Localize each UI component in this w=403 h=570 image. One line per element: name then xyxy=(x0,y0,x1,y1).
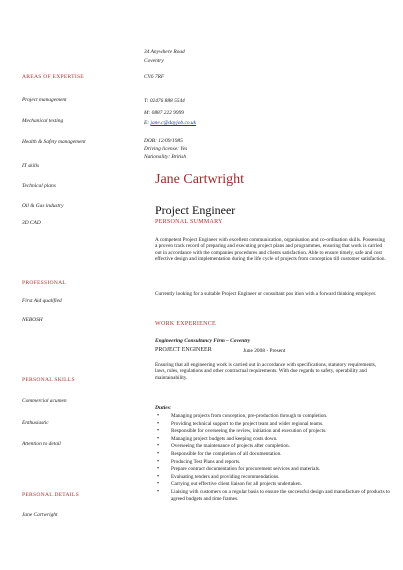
duty-item: • Evaluating tenders and providing recommendations. xyxy=(155,474,395,482)
driving-license: Driving license: Yes xyxy=(144,146,188,152)
position-dates: June 2008 - Present xyxy=(243,348,286,354)
duties-label-line xyxy=(155,405,171,411)
summary-paragraph: A competent Project Engineer with excellent communication, organisation and co-ordination skills. Possessing a proven track record of preparing and executing project plans and programmes, ensuring that work is carried out in accordance with the companies procedures and clients satisfaction. Able to ensure timely, safe and cost effective design and implementation during the life cycle of projects from conception till customer satisfaction. xyxy=(155,237,386,263)
details-item: Jane Cartwright xyxy=(22,512,58,518)
telephone: T: 02476 888 5544 xyxy=(144,98,185,104)
address-line-2: Coventry xyxy=(144,58,164,64)
duty-item: • Managing project budgets and keeping costs down. xyxy=(155,436,395,444)
candidate-name: Jane Cartwright xyxy=(155,172,245,187)
duty-item: • Prepare contract documentation for procurement services and materials. xyxy=(155,466,395,474)
date-of-birth: DOB: 12/09/1985 xyxy=(144,138,183,144)
email-line xyxy=(144,120,196,126)
duty-item: • Producing Test Plans and reports. xyxy=(155,459,395,467)
postcode: CV6 7RF xyxy=(144,74,165,80)
professional-item: First Aid qualified xyxy=(22,298,62,304)
duty-item: • Providing technical support to the project team and wider regional teams. xyxy=(155,421,395,429)
nationality: Nationality: British xyxy=(144,154,187,160)
email-link[interactable]: jane.c@dayjob.co.uk xyxy=(150,120,196,126)
skills-item: Enthusiastic xyxy=(22,420,49,426)
address-line-1: 34 Anywhere Road xyxy=(144,49,185,55)
duties-label: Duties xyxy=(155,405,170,411)
expertise-item: Project management xyxy=(22,97,67,103)
duty-item: • Liaising with customers on a regular basis to ensure the successful design and manufacture of products to agreed budgets and time frames. xyxy=(155,489,395,502)
position-title: PROJECT ENGINEER xyxy=(155,347,212,353)
duties-list xyxy=(155,413,395,503)
expertise-item: Mechanical testing xyxy=(22,118,64,124)
skills-heading: PERSONAL SKILLS xyxy=(22,377,75,383)
details-heading: PERSONAL DETAILS xyxy=(22,492,79,498)
company-name: Engineering Consultancy Firm – Coventry xyxy=(155,338,251,344)
expertise-heading: AREAS OF EXPERTISE xyxy=(22,74,84,80)
email-prefix: E: xyxy=(144,120,150,126)
skills-item: Attention to detail xyxy=(22,441,61,447)
expertise-item: 3D CAD xyxy=(22,220,41,226)
summary-heading: PERSONAL SUMMARY xyxy=(155,219,223,225)
expertise-item: Oil & Gas industry xyxy=(22,203,64,209)
duty-item: • Carrying out effective client liaison for all projects undertaken. xyxy=(155,481,395,489)
duty-item: • Managing projects from conception, pre-production through to completion. xyxy=(155,413,395,421)
duty-item: • Responsible for the completion of all documentation. xyxy=(155,451,395,459)
expertise-item: IT skills xyxy=(22,163,40,169)
duties-colon: : xyxy=(169,405,172,411)
skills-item: Commercial acumen xyxy=(22,398,67,404)
mobile: M: 0887 222 9999 xyxy=(144,110,184,116)
expertise-item: Health & Safety management xyxy=(22,139,86,145)
experience-intro: Ensuring that all engineering work is carried out in accordance with specifications, statutory requirements, laws, rules, regulations and other contractual requirements. With due regards to safety, operability and maintainability. xyxy=(155,362,377,381)
duty-item: • Responsible for overseeing the review, initiation and execution of projects. xyxy=(155,428,395,436)
professional-item: NEBOSH xyxy=(22,317,43,323)
professional-heading: PROFESSIONAL xyxy=(22,280,67,286)
duty-item: • Overseeing the maintenance of projects after completion. xyxy=(155,443,395,451)
expertise-item: Technical plans xyxy=(22,183,56,189)
summary-paragraph: Currently looking for a suitable Project Engineer or consultant pos ition with a forward thinking employer. xyxy=(155,291,377,297)
job-title: Project Engineer xyxy=(155,203,236,217)
experience-heading: WORK EXPERIENCE xyxy=(155,321,216,327)
